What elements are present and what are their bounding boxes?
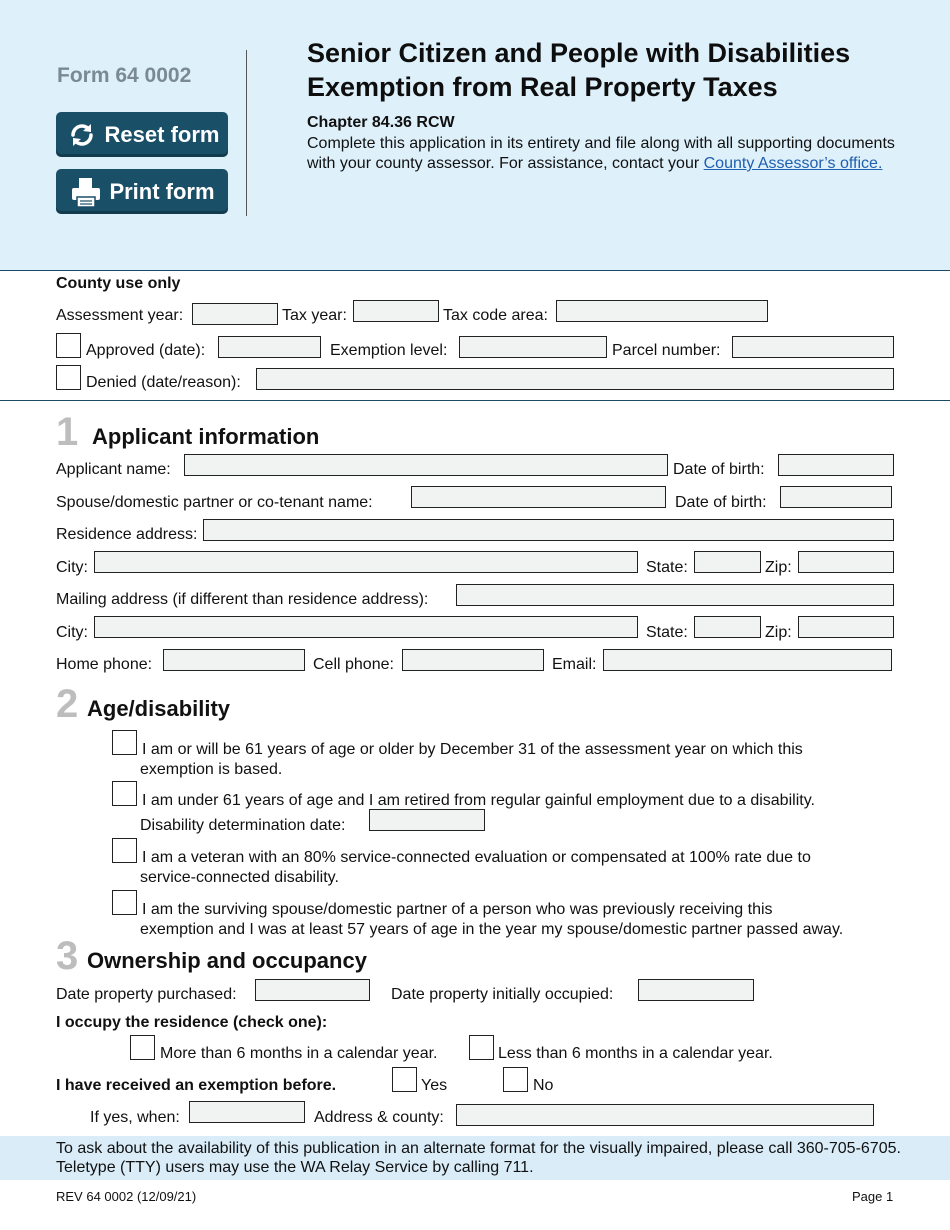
age-61-text — [140, 740, 803, 780]
spouse-name-label: Spouse/domestic partner or co-tenant name: — [56, 494, 373, 511]
dob-field[interactable] — [778, 454, 894, 476]
title-line-1: Senior Citizen and People with Disabilities — [307, 38, 851, 68]
mailing-city-label: City: — [56, 624, 88, 641]
denied-label: Denied (date/reason): — [86, 374, 241, 391]
county-assessor-link[interactable]: County Assessor’s office. — [703, 155, 883, 172]
mailing-state-field[interactable] — [694, 616, 761, 638]
section-3-title: Ownership and occupancy — [87, 948, 367, 973]
title-line-2: Exemption from Real Property Taxes — [307, 72, 778, 102]
section-divider — [0, 400, 950, 401]
less-than-6-months-label: Less than 6 months in a calendar year. — [498, 1045, 773, 1062]
revision-number: REV 64 0002 (12/09/21) — [56, 1189, 197, 1204]
section-3-number: 3 — [56, 934, 79, 978]
intro-text — [307, 134, 907, 174]
disability-text: I am under 61 years of age and I am retired from regular gainful employment due to a disability. — [142, 792, 815, 809]
accessibility-notice: To ask about the availability of this publication in an alternate format for the visually impaired, please call 360-705-6705. Teletype (TTY) users may use the WA Relay Service by calling 711. — [56, 1140, 901, 1176]
address-county-label: Address & county: — [314, 1109, 444, 1126]
approved-date-field[interactable] — [218, 336, 321, 358]
home-phone-field[interactable] — [163, 649, 305, 671]
disability-date-field[interactable] — [369, 809, 485, 831]
parcel-number-label: Parcel number: — [612, 342, 721, 359]
section-2-title: Age/disability — [87, 696, 231, 721]
section-1-number: 1 — [56, 410, 79, 454]
approved-checkbox[interactable] — [56, 333, 81, 358]
header-divider — [246, 50, 247, 216]
disability-checkbox[interactable] — [112, 781, 137, 806]
parcel-number-field[interactable] — [732, 336, 894, 358]
exemption-level-field[interactable] — [459, 336, 607, 358]
denied-reason-field[interactable] — [256, 368, 894, 390]
section-1-title: Applicant information — [92, 424, 320, 449]
spouse-dob-label: Date of birth: — [675, 494, 767, 511]
state-field[interactable] — [694, 551, 761, 573]
age-61-checkbox[interactable] — [112, 730, 137, 755]
page-title — [307, 36, 927, 104]
printer-icon — [69, 175, 103, 209]
date-purchased-field[interactable] — [255, 979, 370, 1001]
county-use-heading: County use only — [56, 275, 181, 292]
email-label: Email: — [552, 656, 597, 673]
reset-form-label: Reset form — [104, 121, 220, 147]
if-yes-when-field[interactable] — [189, 1101, 305, 1123]
intro-body: Complete this application in its entirety and file along with all supporting documents with your county assessor. For assistance, contact your — [307, 135, 895, 172]
date-occupied-label: Date property initially occupied: — [391, 986, 614, 1003]
email-field[interactable] — [603, 649, 892, 671]
section-2-number: 2 — [56, 682, 79, 726]
home-phone-label: Home phone: — [56, 656, 153, 673]
cell-phone-label: Cell phone: — [313, 656, 394, 673]
tax-year-field[interactable] — [353, 300, 439, 322]
tax-code-area-label: Tax code area: — [443, 307, 548, 324]
surviving-spouse-line-2: exemption and I was at least 57 years of age in the year my spouse/domestic partner passed away. — [140, 921, 844, 938]
mailing-address-label: Mailing address (if different than residence address): — [56, 591, 429, 608]
cell-phone-field[interactable] — [402, 649, 544, 671]
page-number: Page 1 — [852, 1189, 894, 1204]
approved-label: Approved (date): — [86, 342, 206, 359]
occupy-heading: I occupy the residence (check one): — [56, 1014, 328, 1031]
print-form-button[interactable] — [56, 169, 228, 214]
veteran-line-1: I am a veteran with an 80% service-connected evaluation or compensated at 100% rate due to — [142, 849, 811, 866]
if-yes-when-label: If yes, when: — [90, 1109, 180, 1126]
form-number: Form 64 0002 — [57, 64, 192, 87]
reset-form-button[interactable] — [56, 112, 228, 157]
surviving-spouse-checkbox[interactable] — [112, 890, 137, 915]
more-than-6-months-label: More than 6 months in a calendar year. — [160, 1045, 438, 1062]
mailing-state-label: State: — [646, 624, 688, 641]
spouse-dob-field[interactable] — [780, 486, 892, 508]
mailing-zip-field[interactable] — [798, 616, 894, 638]
age-61-line-2: exemption is based. — [140, 761, 283, 778]
surviving-spouse-text — [140, 900, 843, 940]
veteran-line-2: service-connected disability. — [140, 869, 339, 886]
received-yes-label: Yes — [421, 1077, 448, 1094]
mailing-zip-label: Zip: — [765, 624, 792, 641]
residence-address-field[interactable] — [203, 519, 894, 541]
mailing-city-field[interactable] — [94, 616, 638, 638]
applicant-name-field[interactable] — [184, 454, 668, 476]
received-no-checkbox[interactable] — [503, 1067, 528, 1092]
zip-label: Zip: — [765, 559, 792, 576]
applicant-name-label: Applicant name: — [56, 461, 171, 478]
city-label: City: — [56, 559, 88, 576]
received-before-label: I have received an exemption before. — [56, 1077, 337, 1094]
date-occupied-field[interactable] — [638, 979, 754, 1001]
received-no-label: No — [533, 1077, 554, 1094]
veteran-text — [140, 848, 811, 888]
print-form-label: Print form — [109, 178, 215, 204]
state-label: State: — [646, 559, 688, 576]
zip-field[interactable] — [798, 551, 894, 573]
refresh-icon — [65, 118, 99, 152]
residence-address-label: Residence address: — [56, 526, 198, 543]
surviving-spouse-line-1: I am the surviving spouse/domestic partner of a person who was previously receiving this — [142, 901, 773, 918]
received-yes-checkbox[interactable] — [392, 1067, 417, 1092]
exemption-level-label: Exemption level: — [330, 342, 448, 359]
chapter-reference: Chapter 84.36 RCW — [307, 114, 455, 131]
tax-year-label: Tax year: — [282, 307, 347, 324]
veteran-checkbox[interactable] — [112, 838, 137, 863]
city-field[interactable] — [94, 551, 638, 573]
more-than-6-months-checkbox[interactable] — [130, 1035, 155, 1060]
dob-label: Date of birth: — [673, 461, 765, 478]
age-61-line-1: I am or will be 61 years of age or older by December 31 of the assessment year on which this — [142, 741, 803, 758]
spouse-name-field[interactable] — [411, 486, 666, 508]
assessment-year-field[interactable] — [192, 303, 278, 325]
date-purchased-label: Date property purchased: — [56, 986, 237, 1003]
less-than-6-months-checkbox[interactable] — [469, 1035, 494, 1060]
address-county-field[interactable] — [456, 1104, 874, 1126]
assessment-year-label: Assessment year: — [56, 307, 184, 324]
denied-checkbox[interactable] — [56, 365, 81, 390]
disability-date-label: Disability determination date: — [140, 817, 346, 834]
mailing-address-field[interactable] — [456, 584, 894, 606]
tax-code-area-field[interactable] — [556, 300, 768, 322]
